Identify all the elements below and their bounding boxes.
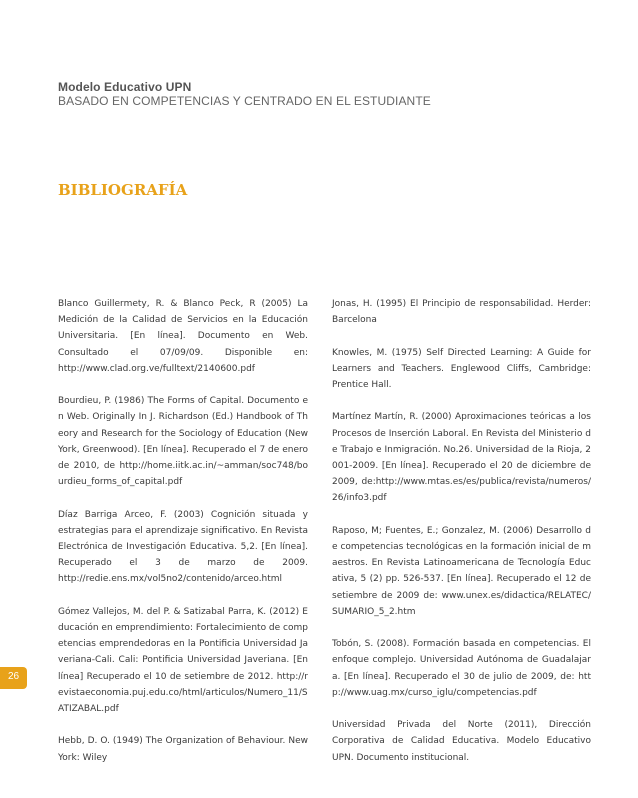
bibliography-entry: Universidad Privada del Norte (2011), Dirección Corporativa de Calidad Educativa. Modelo Educativo UPN. Documento institucional. — [332, 720, 591, 763]
header-title: Modelo Educativo UPN — [58, 80, 192, 94]
bibliography-entry: Jonas, H. (1995) El Principio de responsabilidad. Herder: Barcelona — [332, 299, 591, 326]
bibliography-entry: Díaz Barriga Arceo, F. (2003) Cognición situada y estrategias para el aprendizaje significativo. En Revista Electrónica de Investigación Educativa. 5,2. [En línea]. Recuperado el 3 de marzo de 2009. http://redie.ens.mx/vol5no2/contenido/arceo.html — [58, 509, 308, 585]
section-title: BIBLIOGRAFÍA — [58, 181, 188, 199]
bibliography-entry: Blanco Guillermety, R. & Blanco Peck, R (2005) La Medición de la Calidad de Servicios en la Educación Universitaria. [En línea]. Documento en Web. Consultado el 07/09/09. Disponible en: http://www.clad.org.ve/fulltext/2140600.pdf — [58, 299, 308, 374]
bibliography-entry: Tobón, S. (2008). Formación basada en competencias. El enfoque complejo. Universidad Autónoma de Guadalajara. [En línea]. Recuperado el 30 de julio de 2009, de: http://www.uag.mx/curso_iglu/competencias.pdf — [332, 639, 591, 698]
bibliography-entry: Hebb, D. O. (1949) The Organization of Behaviour. New York: Wiley — [58, 736, 308, 763]
bibliography-entry: Knowles, M. (1975) Self Directed Learning: A Guide for Learners and Teachers. Englewood Cliffs, Cambridge: Prentice Hall. — [332, 347, 591, 390]
bibliography-entry: Martínez Martín, R. (2000) Aproximaciones teóricas a los Procesos de Inserción Laboral. En Revista del Ministerio de Trabajo e Inmigración. No.26. Universidad de la Rioja, 2001-2009. [En línea]. Recuperado el 20 de diciembre de 2009, de:http://www.mtas.es/es/publica/revista/numeros/26/info3.pdf — [332, 412, 591, 504]
page-number: 26 — [7, 671, 20, 682]
bibliography-left-column — [58, 296, 308, 782]
bibliography-entry: Bourdieu, P. (1986) The Forms of Capital. Documento en Web. Originally In J. Richardson (Ed.) Handbook of Theory and Research for the Sociology of Education (New York, Greenwood). [En línea]. Recuperado el 7 de enero de 2010, de http://home.iitk.ac.in/~amman/soc748/bourdieu_forms_of_capital.pdf — [58, 396, 308, 488]
header-subtitle: BASADO EN COMPETENCIAS Y CENTRADO EN EL ESTUDIANTE — [58, 94, 431, 108]
bibliography-right-column — [332, 296, 591, 782]
bibliography-entry: Gómez Vallejos, M. del P. & Satizabal Parra, K. (2012) Educación en emprendimiento: Fortalecimiento de competencias emprendedoras en la Pontificia Universidad Javeriana-Cali. Cali: Pontificia Universidad Javeriana. [En línea] Recuperado el 10 de setiembre de 2012. http://revistaeconomia.puj.edu.co/html/articulos/Numero_11/SATIZABAL.pdf — [58, 606, 308, 715]
bibliography-entry: Raposo, M; Fuentes, E.; Gonzalez, M. (2006) Desarrollo de competencias tecnológicas en la formación inicial de maestros. En Revista Latinoamericana de Tecnología Educativa, 5 (2) pp. 526-537. [En línea]. Recuperado el 12 de setiembre de 2009 de: www.unex.es/didactica/RELATEC/SUMARIO_5_2.htm — [332, 525, 591, 617]
